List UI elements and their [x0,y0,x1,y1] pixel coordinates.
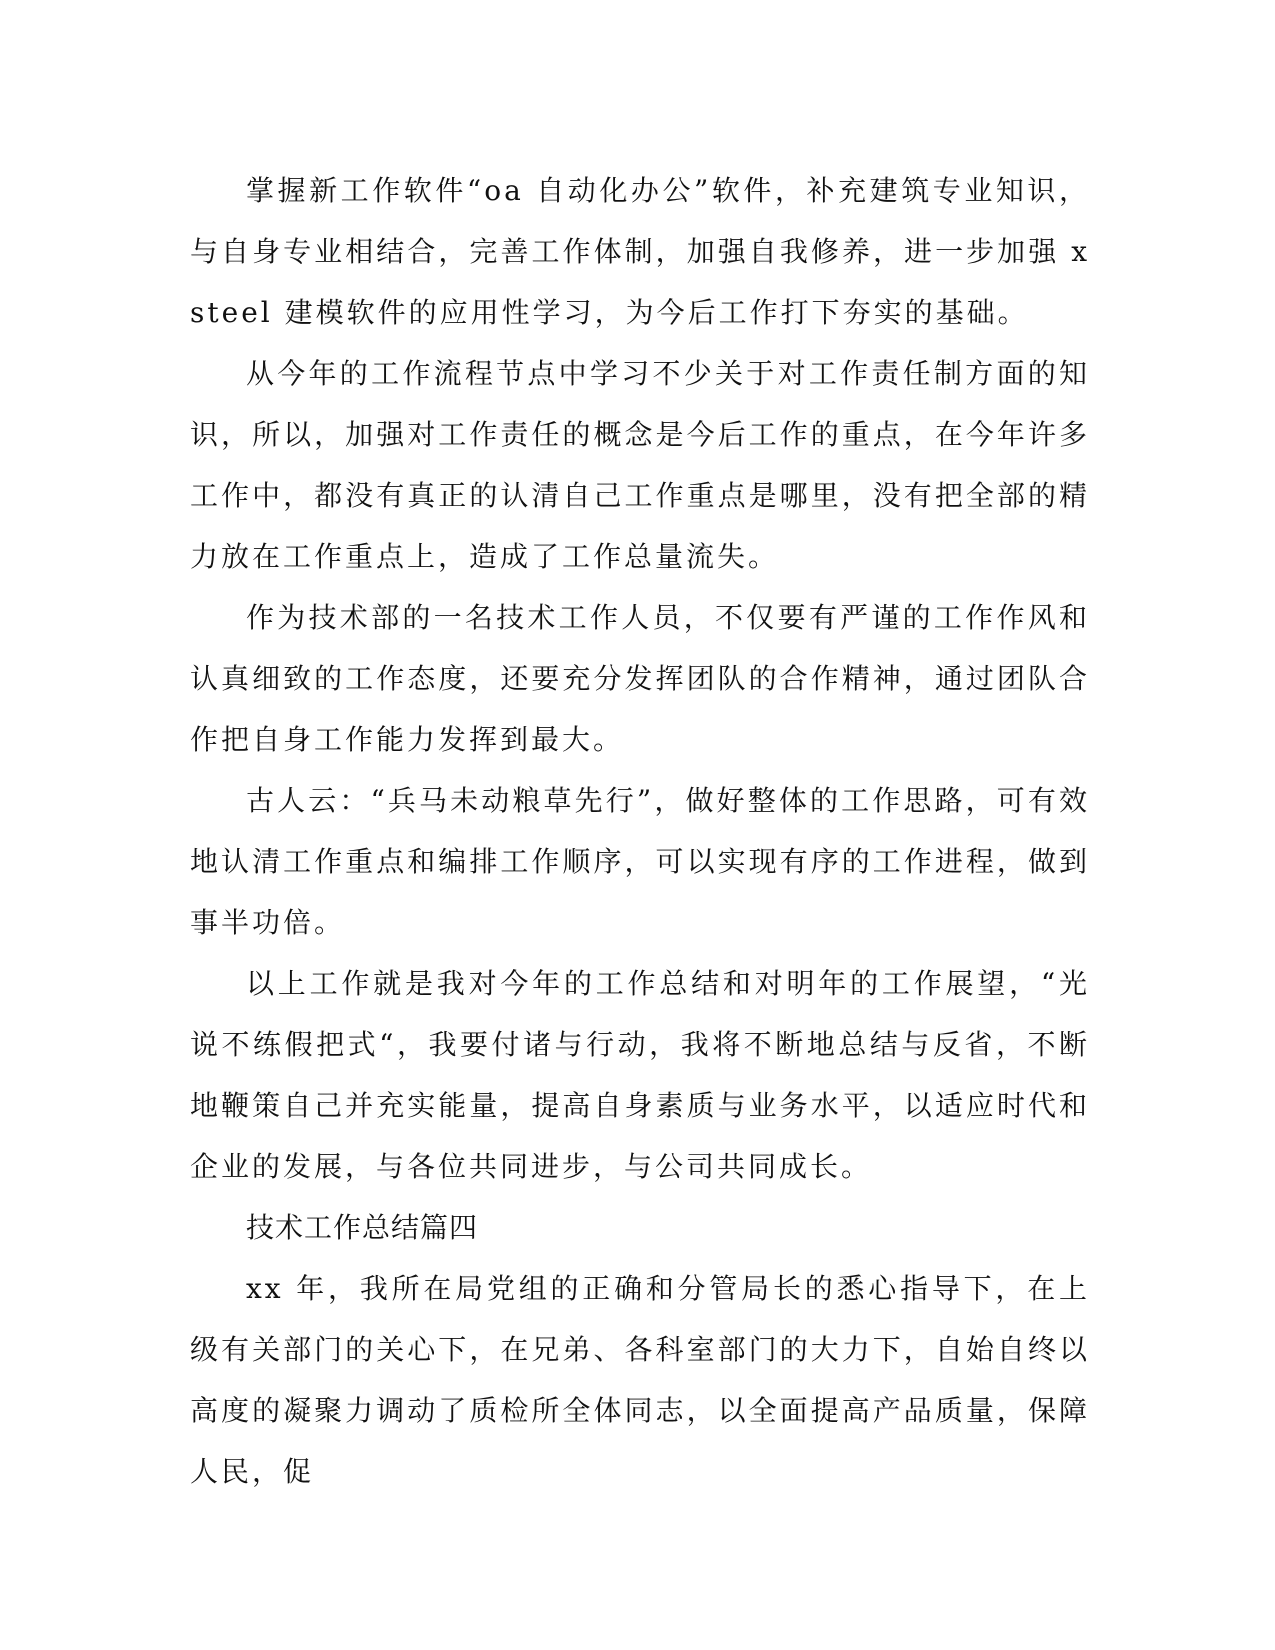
paragraph-teamwork: 作为技术部的一名技术工作人员，不仅要有严谨的工作作风和认真细致的工作态度，还要充分发挥团队的合作精神，通过团队合作把自身工作能力发挥到最大。 [190,601,1090,756]
paragraph-section-four-intro: xx 年，我所在局党组的正确和分管局长的悉心指导下，在上级有关部门的关心下，在兄弟、各科室部门的大力下，自始自终以高度的凝聚力调动了质检所全体同志，以全面提高产品质量，保障人民，促 [190,1272,1090,1488]
paragraph-oa-software: 掌握新工作软件“oa 自动化办公”软件，补充建筑专业知识，与自身专业相结合，完善工作体制，加强自我修养，进一步加强 xsteel 建模软件的应用性学习，为今后工作打下夯实的基础。 [190,174,1090,329]
document-body [190,160,1090,1502]
section-heading: 技术工作总结篇四 [246,1211,479,1244]
paragraph-outlook: 以上工作就是我对今年的工作总结和对明年的工作展望，“光说不练假把式“，我要付诸与行动，我将不断地总结与反省，不断地鞭策自己并充实能量，提高自身素质与业务水平，以适应时代和企业的发展，与各位共同进步，与公司共同成长。 [190,967,1090,1183]
paragraph-responsibility: 从今年的工作流程节点中学习不少关于对工作责任制方面的知识，所以，加强对工作责任的概念是今后工作的重点，在今年许多工作中，都没有真正的认清自己工作重点是哪里，没有把全部的精力放在工作重点上，造成了工作总量流失。 [190,357,1090,573]
paragraph-proverb: 古人云：“兵马未动粮草先行”，做好整体的工作思路，可有效地认清工作重点和编排工作顺序，可以实现有序的工作进程，做到事半功倍。 [190,784,1090,939]
